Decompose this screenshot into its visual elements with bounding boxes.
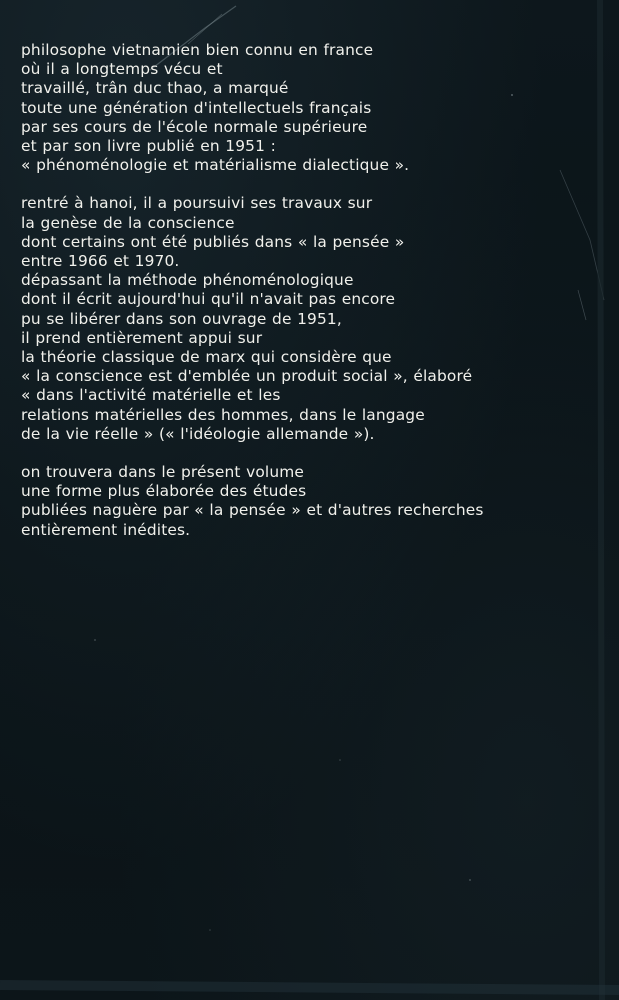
blurb-line: dont il écrit aujourd'hui qu'il n'avait pas encore <box>21 290 396 309</box>
speck <box>339 759 341 761</box>
speck <box>94 639 96 641</box>
blurb-line: travaillé, trân duc thao, a marqué <box>21 79 289 98</box>
blurb-line: pu se libérer dans son ouvrage de 1951, <box>21 309 342 328</box>
speck <box>469 879 471 881</box>
blurb-line: philosophe vietnamien bien connu en france <box>21 41 374 59</box>
blurb-paragraph-3 <box>21 463 601 540</box>
speck <box>209 929 211 931</box>
blurb-paragraph-1 <box>21 41 601 175</box>
blurb-line: entre 1966 et 1970. <box>21 252 180 271</box>
blurb-line: publiées naguère par « la pensée » et d'autres recherches <box>21 501 484 520</box>
crease-scratch-top-thin <box>188 14 222 44</box>
blurb-line: la genèse de la conscience <box>21 213 235 232</box>
blurb-line: par ses cours de l'école normale supérieure <box>21 117 368 136</box>
blurb-line: rentré à hanoi, il a poursuivi ses travaux sur <box>21 194 373 213</box>
blurb-line: « phénoménologie et matérialisme dialectique ». <box>21 156 410 175</box>
blurb-line: il prend entièrement appui sur <box>21 328 263 347</box>
blurb-line: et par son livre publié en 1951 : <box>21 137 276 156</box>
blurb-line: « la conscience est d'emblée un produit social », élaboré <box>21 367 473 386</box>
blurb-line: relations matérielles des hommes, dans le langage <box>21 405 425 424</box>
blurb-line: entièrement inédites. <box>21 520 191 539</box>
blurb-line: toute une génération d'intellectuels français <box>21 98 372 117</box>
blurb-line: une forme plus élaborée des études <box>21 482 307 501</box>
blurb-line: « dans l'activité matérielle et les <box>21 386 281 405</box>
blurb-line: de la vie réelle » (« l'idéologie allemande »). <box>21 424 375 443</box>
blurb-line: où il a longtemps vécu et <box>21 60 223 79</box>
blurb-paragraph-2 <box>21 194 601 444</box>
blurb-line: dépassant la méthode phénoménologique <box>21 271 354 290</box>
bottom-edge-wear <box>0 985 619 990</box>
blurb-line: la théorie classique de marx qui considère que <box>21 348 392 367</box>
blurb-line: dont certains ont été publiés dans « la pensée » <box>21 232 405 251</box>
blurb-line: on trouvera dans le présent volume <box>21 463 304 482</box>
back-cover-blurb <box>21 41 601 559</box>
